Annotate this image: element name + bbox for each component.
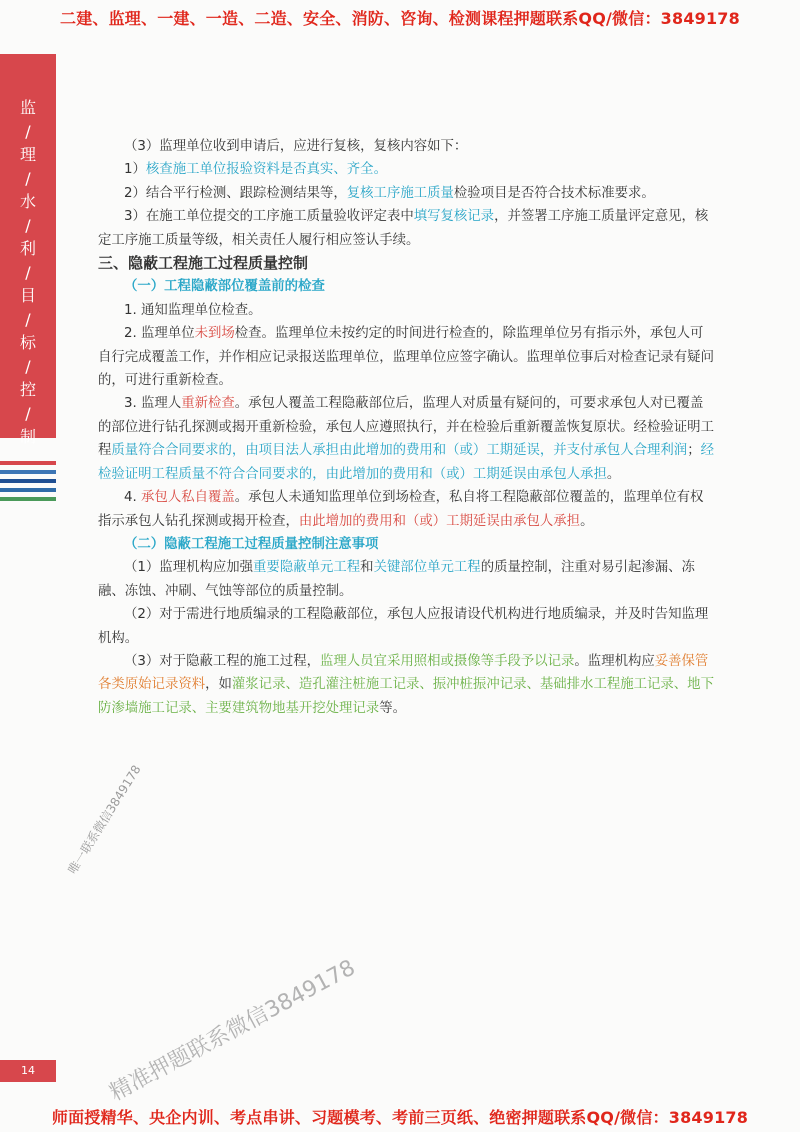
paragraph: （1）监理机构应加强重要隐蔽单元工程和关键部位单元工程的质量控制，注重对易引起渗漏、冻融、冻蚀、冲刷、气蚀等部位的质量控制。 [98, 560, 695, 599]
page-number: 14 [0, 1060, 56, 1082]
side-tab-char: 制 [19, 427, 36, 446]
side-tab-char: / [25, 356, 31, 376]
paragraph: 4. 承包人私自覆盖。承包人未通知监理单位到场检查，私自将工程隐蔽部位覆盖的，监理单位有权指示承包人钻孔探测或揭开检查，由此增加的费用和（或）工期延误由承包人承担。 [98, 490, 704, 529]
paragraph: 2）结合平行检测、跟踪检测结果等，复核工序施工质量检验项目是否符合技术标准要求。 [124, 185, 655, 201]
side-tab-char: 监 [19, 98, 36, 117]
side-tab-char: 理 [19, 145, 36, 164]
side-tab-char: 控 [19, 380, 36, 399]
side-tab-char: / [25, 168, 31, 188]
side-tab-char: / [25, 403, 31, 423]
paragraph: 1）核查施工单位报验资料是否真实、齐全。 [124, 162, 387, 178]
stripe-green [0, 497, 56, 501]
side-tab-text [0, 96, 56, 449]
subsection-heading: （二）隐蔽工程施工过程质量控制注意事项 [124, 536, 379, 552]
side-tab [0, 54, 56, 446]
header-banner: 二建、监理、一建、一造、二造、安全、消防、咨询、检测课程押题联系QQ/微信：3849178 [60, 9, 740, 28]
paragraph: 1. 通知监理单位检查。 [124, 302, 262, 318]
footer-banner: 师面授精华、央企内训、考点串讲、习题模考、考前三页纸、绝密押题联系QQ/微信：3849178 [51, 1108, 749, 1127]
paragraph: （3）监理单位收到申请后，应进行复核，复核内容如下： [124, 139, 468, 154]
section-heading: 三、隐蔽工程施工过程质量控制 [98, 254, 309, 273]
side-tab-char: 利 [19, 239, 36, 258]
side-tab-char: / [25, 215, 31, 235]
side-tab-char: / [25, 262, 31, 282]
paragraph: （2）对于需进行地质编录的工程隐蔽部位，承包人应报请设代机构进行地质编录，并及时告知监理机构。 [98, 607, 709, 646]
watermark-large: 精准押题联系微信3849178 [105, 955, 360, 1107]
stripe-blue-1 [0, 470, 56, 474]
paragraph: 3）在施工单位提交的工序施工质量验收评定表中填写复核记录，并签署工序施工质量评定意见，核定工序施工质量等级，相关责任人履行相应签认手续。 [98, 209, 709, 248]
page-content [98, 135, 714, 720]
side-tab-char: 标 [19, 333, 36, 352]
stripe-red [0, 461, 56, 465]
side-tab-char: 目 [19, 286, 36, 305]
stripe-blue-3 [0, 488, 56, 492]
side-tab-char: / [25, 121, 31, 141]
side-tab-char: / [25, 309, 31, 329]
paragraph: 3. 监理人重新检查。承包人覆盖工程隐蔽部位后，监理人对质量有疑问的，可要求承包人对已覆盖的部位进行钻孔探测或揭开重新检验，承包人应遵照执行，并在检验后重新覆盖恢复原状。经检验证明工程质量符合合同要求的，由项目法人承担由此增加的费用和（或）工期延误，并支付承包人合理利润；经检验证明工程质量不符合合同要求的，由此增加的费用和（或）工期延误由承包人承担。 [98, 396, 714, 482]
paragraph: （3）对于隐蔽工程的施工过程，监理人员宜采用照相或摄像等手段予以记录。监理机构应妥善保管各类原始记录资料，如灌浆记录、造孔灌注桩施工记录、振冲桩振冲记录、基础排水工程施工记录、地下防渗墙施工记录、主要建筑物地基开挖处理记录等。 [98, 653, 714, 716]
stripe-blue-2 [0, 479, 56, 483]
subsection-heading: （一）工程隐蔽部位覆盖前的检查 [124, 279, 325, 295]
paragraph: 2. 监理单位未到场检查。监理单位未按约定的时间进行检查的，除监理单位另有指示外，承包人可自行完成覆盖工作，并作相应记录报送监理单位，监理单位应签字确认。监理单位事后对检查记录有疑问的，可进行重新检查。 [98, 326, 714, 389]
side-tab-char: 水 [19, 192, 36, 211]
watermark-small: 唯一联系微信3849178 [65, 762, 144, 877]
